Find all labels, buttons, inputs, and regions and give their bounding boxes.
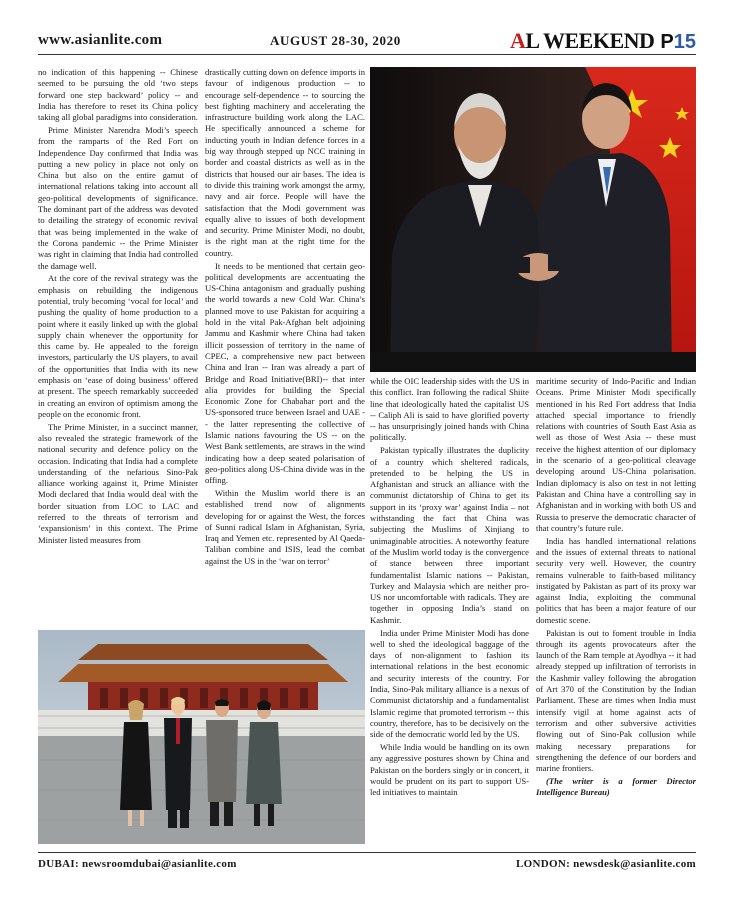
paragraph: India has handled international relations and the issues of external threats to national security very well. However, the country remains vulnerable to faith-based militancy instigated by Pakistan as part of its proxy war against India, exploiting the communal politics that has been a major feature of our domestic scene. <box>536 535 696 625</box>
author-credit: (The writer is a former Director Intelligence Bureau) <box>536 775 696 798</box>
page-prefix: P <box>660 31 674 53</box>
paragraph: Prime Minister Narendra Modi’s speech from the ramparts of the Red Fort on Independence Day confirmed that India was putting a new policy in place not only on China but also on the entire gamut of international relations taking into account all geo-political developments of significance. The dominant part of the address was devoted to detailing the strategy of economic revival that was being implemented in the wake of the Corona pandemic -- the Prime Minister was right in claiming that India had controlled the damage well. <box>38 124 198 271</box>
paragraph: The Prime Minister, in a succinct manner, also revealed the strategic framework of the national security and defence policy on the occasion. Indicating that India had a complete understanding of the nefarious Sino-Pak alliance working against it, Prime Minister Modi declared that India would deal with the border situation from LOC to LAC and referred to the threats of terrorism and ‘expansionism’ in this context. The Prime Minister listed measures from <box>38 421 198 545</box>
site-url[interactable]: www.asianlite.com <box>38 32 163 48</box>
brand-logo <box>510 28 654 54</box>
article-column-1 <box>38 67 198 623</box>
photo-forbidden-city <box>38 630 365 844</box>
paragraph: while the OIC leadership sides with the US in this conflict. Iran following the radical Shiite line that ideologically hated the capitalist US -- Caliph Ali is said to have glorified poverty -- has unsurprisingly joined hands with China politically. <box>370 376 529 443</box>
footer-dubai-email[interactable]: DUBAI: newsroomdubai@asianlite.com <box>38 858 237 870</box>
photo-leaders-handshake <box>370 67 696 372</box>
page-number-value: 15 <box>673 31 696 53</box>
masthead <box>38 28 696 54</box>
page-number <box>660 31 696 54</box>
paragraph: Pakistan is out to foment trouble in India through its agents provocateurs after the launch of the Ram temple at Ayodhya -- it had already stepped up infiltration of terrorists in the Kashmir valley following the abrogation of Art 370 of the Constitution by the Indian Parliament. These are times when India must intensify vigil at home against acts of terrorism and other subversive activities flowing out of Sino-Pak collusion while making necessary preparations for strengthening the defence of our borders and marine frontiers. <box>536 627 696 774</box>
issue-date: AUGUST 28-30, 2020 <box>270 33 401 48</box>
footer-london-email[interactable]: LONDON: newsdesk@asianlite.com <box>516 858 696 870</box>
paragraph: no indication of this happening -- Chinese seemed to be pursuing the old ‘two steps forward one step backward’ policy -- and India has therefore to reset its China policy taking all global paradigms into consideration. <box>38 67 198 123</box>
paragraph: At the core of the revival strategy was the emphasis on rebuilding the indigenous potential, truly becoming ‘vocal for local’ and pushing the quality of home production to a point where it easily linked up with the global supply chain whenever the opportunity for this came by. He appealed to the foreign investors, particularly the US players, to avail of the opportunities that India with its new emphasis on ‘ease of doing business’ offered at present. The speech remarkably succeeded in creating an environ of optimism among the people on the economic front. <box>38 273 198 419</box>
photo-leaders-handshake-image <box>370 67 696 372</box>
paragraph: Pakistan typically illustrates the duplicity of a country which sheltered radicals, pretended to be helping the US in Afghanistan and struck an alliance with the communist dictatorship of China to get its support in its ‘proxy war’ against India – not withstanding the fact that China was subjecting the Muslims of Xinjiang to unimaginable atrocities. A noteworthy feature of the Muslim world today is the convergence of stance between three important fundamentalist Islamic nations -- Pakistan, Turkey and Malaysia which are neither pro-US nor uncomfortable with radicals. They are together in opposing India’s stand on Kashmir. <box>370 445 529 625</box>
article-column-4 <box>536 376 696 844</box>
footer <box>38 858 696 876</box>
paragraph: While India would be handling on its own any aggressive postures shown by China and Pakistan on the borders singly or in concert, it would be prudent on its part to support US-led initiatives to maintain <box>370 742 529 798</box>
article-column-3 <box>370 376 529 844</box>
brand <box>510 28 696 54</box>
paragraph: Within the Muslim world there is an established trend now of alignments developing for or against the West, the forces of Sunni radical Islam in Afghanistan, Syria, Iraq and Yemen etc. represented by Al Qaeda-Taliban combine and ISIS, lead the combat against the US in the ‘war on terror’ <box>205 487 365 566</box>
paragraph: India under Prime Minister Modi has done well to shed the ideological baggage of the days of non-alignment to fashion its international relations in the best economic and security interests of the country. For India, Sino-Pak military alliance is a nexus of Communist dictatorship and a fundamentalist Islamic regime that promoted terrorism -- this country, therefore, has to be decisively on the side of the democratic world led by the US. <box>370 627 529 740</box>
paragraph: It needs to be mentioned that certain geo-political developments are accentuating the US-China antagonism and gradually pushing the world towards a new Cold War. China’s planned move to use Pakistan for acquiring a hold in the vital Pak-Afghan belt adjoining Jammu and Kashmir where China had taken illicit possession of territory in the name of CPEC, a comprehensive new pact between China and Iran -- Iran was already a part of Bridge and Road Initiative(BRI)-- that inter alia provides for building the Special Economic Zone for Chabahar port and the US-sponsored truce between Israel and UAE -- the latter representing the collective of Islamic nations favouring the US -- on the West Bank settlements, are straws in the wind indicating how a deep seated polarisation of geo-politics along US-China divide was in the offing. <box>205 260 365 486</box>
article-column-2 <box>205 67 365 623</box>
paragraph: drastically cutting down on defence imports in favour of indigenous production -- to encourage self-dependence -- to sourcing the best fighting machinery and accelerating the infrastructure building work along the LAC. He specifically announced a scheme for inducting youth in Indian defence forces in a big way through stepped up NCC training in border and coastal districts as well as in the districts that housed our air bases. The idea is to divide this training work amongst the army, navy and air force. People will have the satisfaction that the Modi government was equally alive to issues of both development and security. Prime Minister Modi, no doubt, is the right man at the right time for the country. <box>205 67 365 258</box>
brand-logo-rest: L WEEKEND <box>525 28 655 53</box>
photo-forbidden-city-image <box>38 630 365 844</box>
header-rule <box>38 54 696 55</box>
footer-rule <box>38 852 696 853</box>
paragraph: maritime security of Indo-Pacific and Indian Oceans. Prime Minister Modi specifically mentioned in his Red Fort address that India attached special importance to friendly relations with countries of South East Asia as well as those of West Asia -- these must receive the highest attention of our diplomacy in the scenario of a geo-political cleavage developing around US-China polarisation. Indian diplomacy is also on test in not letting Pakistan and China have a controlling say in Afghanistan and in working with both US and Russia to preserve the democratic character of that country’s future rule. <box>536 376 696 533</box>
brand-logo-a: A <box>510 28 526 53</box>
